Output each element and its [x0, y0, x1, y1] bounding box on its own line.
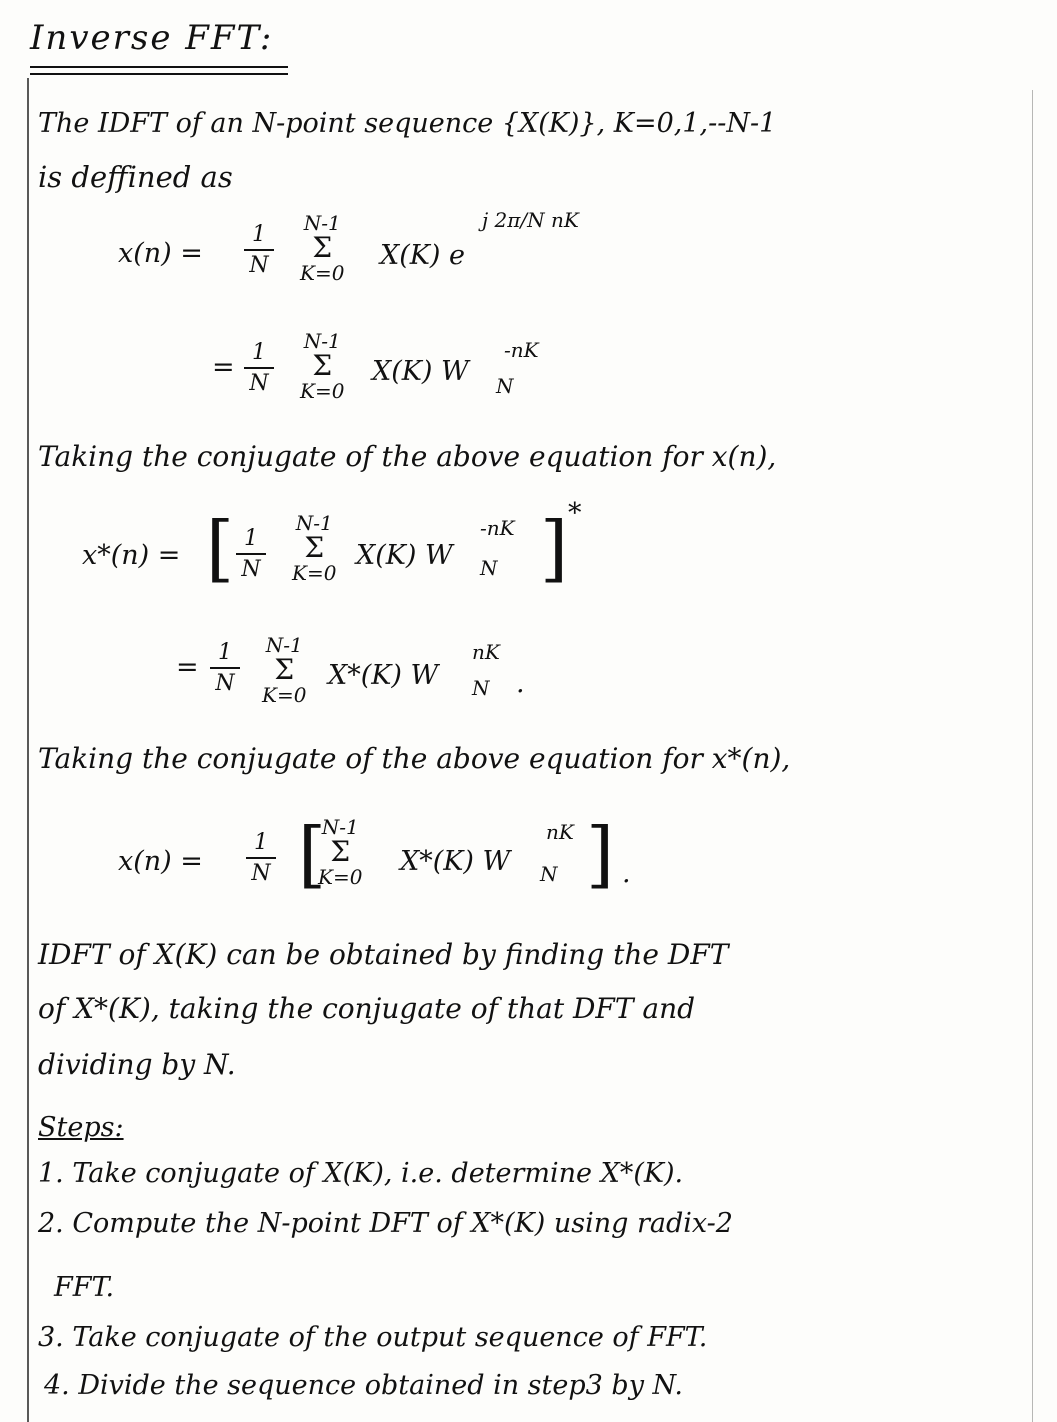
eq5-frac-num: 1 [254, 830, 268, 855]
eq4-sigma: Σ [274, 653, 295, 686]
eq3-right-bracket: ] [540, 506, 569, 590]
eq1-term: X(K) e [380, 240, 466, 271]
eq5-term: X*(K) W [400, 846, 511, 877]
eq3-frac-bar [236, 553, 266, 555]
eq4-exponent: nK [472, 640, 500, 664]
eq4-sum-upper: N-1 [265, 633, 303, 657]
eq2-sigma: Σ [312, 349, 333, 382]
eq4-summation [262, 634, 306, 706]
eq2-term: X(K) W [372, 356, 469, 387]
eq3-star: * [568, 498, 582, 529]
eq5-sigma: Σ [330, 835, 351, 868]
eq5-exponent: nK [546, 820, 574, 844]
eq4-frac-bar [210, 667, 240, 669]
right-margin-line [1032, 90, 1033, 1422]
step-2-line-1: 2. Compute the N-point DFT of X*(K) using radix-2 [38, 1208, 733, 1239]
eq3-fraction [236, 526, 266, 582]
step-3: 3. Take conjugate of the output sequence of FFT. [38, 1322, 708, 1353]
eq4-frac-den: N [215, 671, 235, 696]
eq2-frac-den: N [249, 371, 269, 396]
eq2-frac-bar [244, 367, 274, 369]
eq5-right-bracket: ] [586, 812, 615, 896]
eq4-dot: . [516, 668, 525, 699]
eq2-subscript: N [496, 374, 514, 398]
eq5-dot: . [622, 858, 631, 889]
eq5-fraction [246, 830, 276, 886]
eq1-summation [300, 212, 344, 284]
intro-line-1: The IDFT of an N-point sequence {X(K)}, K=0,1,--N-1 [38, 108, 777, 139]
eq1-frac-den: N [249, 253, 269, 278]
eq4-subscript: N [472, 676, 490, 700]
title-underline [30, 66, 288, 68]
eq2-lhs: = [212, 352, 235, 383]
margin-line [27, 78, 29, 1422]
intro-line-2: is deffined as [38, 160, 233, 194]
eq5-left-bracket: [ [298, 812, 327, 896]
step-2-line-2: FFT. [54, 1272, 115, 1303]
summary-line-3: dividing by N. [38, 1048, 236, 1081]
eq1-fraction [244, 222, 274, 278]
eq5-subscript: N [540, 862, 558, 886]
eq3-sigma: Σ [304, 531, 325, 564]
eq2-frac-num: 1 [252, 340, 266, 365]
step-4: 4. Divide the sequence obtained in step3 by N. [44, 1370, 684, 1401]
eq1-lhs: x(n) = [118, 238, 203, 269]
eq3-summation [292, 512, 336, 584]
eq4-sum-lower: K=0 [262, 683, 307, 707]
eq2-fraction [244, 340, 274, 396]
taking-line-1: Taking the conjugate of the above equation for x(n), [38, 440, 777, 473]
eq2-exponent: -nK [504, 338, 539, 362]
steps-heading: Steps: [38, 1112, 124, 1143]
eq3-sum-upper: N-1 [295, 511, 333, 535]
page-title: Inverse FFT: [30, 18, 274, 58]
summary-line-2: of X*(K), taking the conjugate of that DFT and [38, 992, 696, 1025]
eq1-sigma: Σ [312, 231, 333, 264]
step-1: 1. Take conjugate of X(K), i.e. determine X*(K). [38, 1158, 684, 1189]
summary-line-1: IDFT of X(K) can be obtained by finding the DFT [38, 938, 729, 971]
eq5-lhs: x(n) = [118, 846, 203, 877]
eq1-sum-upper: N-1 [303, 211, 341, 235]
eq5-sum-upper: N-1 [321, 815, 359, 839]
title-underline-second [30, 73, 288, 75]
eq1-frac-num: 1 [252, 222, 266, 247]
eq4-frac-num: 1 [218, 640, 232, 665]
taking-line-2: Taking the conjugate of the above equation for x*(n), [38, 742, 791, 775]
eq3-exponent: -nK [480, 516, 515, 540]
eq5-summation [318, 816, 362, 888]
eq2-sum-upper: N-1 [303, 329, 341, 353]
eq2-summation [300, 330, 344, 402]
eq5-frac-bar [246, 857, 276, 859]
eq3-sum-lower: K=0 [292, 561, 337, 585]
eq3-frac-num: 1 [244, 526, 258, 551]
eq1-frac-bar [244, 249, 274, 251]
eq5-frac-den: N [251, 861, 271, 886]
eq4-term: X*(K) W [328, 660, 439, 691]
eq3-lhs: x*(n) = [82, 540, 181, 571]
eq3-frac-den: N [241, 557, 261, 582]
eq2-sum-lower: K=0 [300, 379, 345, 403]
eq5-sum-lower: K=0 [318, 865, 363, 889]
eq4-fraction [210, 640, 240, 696]
eq3-term: X(K) W [356, 540, 453, 571]
eq1-sum-lower: K=0 [300, 261, 345, 285]
eq3-subscript: N [480, 556, 498, 580]
eq1-exponent: j 2π/N nK [482, 208, 579, 232]
eq4-lhs: = [176, 652, 199, 683]
eq3-left-bracket: [ [206, 506, 235, 590]
